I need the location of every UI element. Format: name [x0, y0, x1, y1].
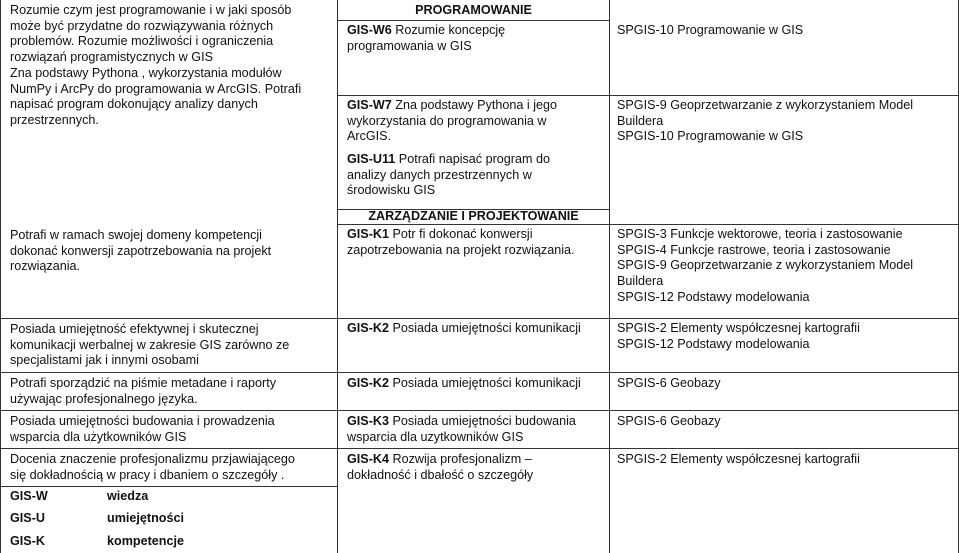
section-header-programowanie: PROGRAMOWANIE	[415, 3, 532, 17]
grid-line-col2-col3	[609, 0, 610, 553]
col1-outcome-5: Posiada umiejętności budowania i prowadzenia wsparcia dla użytkowników GIS	[10, 414, 275, 444]
col1-outcome-4: Potrafi sporządzić na piśmie metadane i raporty używając profesjonalnego języka.	[10, 376, 276, 406]
code-gis-w7: GIS-W7	[347, 98, 392, 112]
legend-label-w: wiedza	[107, 489, 149, 503]
col3-courses-4: SPGIS-2 Elementy współczesnej kartografii SPGIS-12 Podstawy modelowania	[617, 321, 860, 351]
code-gis-w6: GIS-W6	[347, 23, 392, 37]
legend-label-u: umiejętności	[107, 511, 184, 525]
effect-gis-k3: GIS-K3 Posiada umiejętności budowania wsparcia dla uzytkowników GIS	[347, 414, 576, 444]
effect-gis-w7: GIS-W7 Zna podstawy Pythona i jego wykorzystania do programowania w ArcGIS.	[347, 98, 558, 144]
grid-line-header	[337, 20, 609, 21]
section-header-zarzadzanie: ZARZĄDZANIE I PROJEKTOWANIE	[368, 209, 579, 223]
code-gis-k3: GIS-K3	[347, 414, 389, 428]
col1-outcome-3: Posiada umiejętność efektywnej i skutecznej komunikacji werbalnej w zakresie GIS zarówno ze specjalistami jak i innymi osobami	[10, 322, 290, 368]
code-gis-k2-a: GIS-K2	[347, 321, 389, 335]
grid-line-row6	[0, 410, 959, 411]
col3-courses-1: SPGIS-10 Programowanie w GIS	[617, 23, 804, 37]
col3-courses-5: SPGIS-6 Geobazy	[617, 376, 721, 390]
grid-line-row4	[0, 318, 959, 319]
effect-gis-k1: GIS-K1 Potr fi dokonać konwersji zapotrzebowania na projekt rozwiązania.	[347, 227, 575, 257]
grid-line-row7	[0, 448, 959, 449]
code-gis-u11: GIS-U11	[347, 152, 396, 166]
code-gis-k2-b: GIS-K2	[347, 376, 389, 390]
legend-code-u: GIS-U	[10, 511, 45, 525]
col3-courses-6: SPGIS-6 Geobazy	[617, 414, 721, 428]
grid-line-row5	[0, 372, 959, 373]
col1-outcome-2: Potrafi w ramach swojej domeny kompetencji dokonać konwersji zapotrzebowania na projekt rozwiązania.	[10, 228, 272, 274]
grid-line-row1	[337, 95, 959, 96]
legend-label-k: kompetencje	[107, 534, 184, 548]
code-gis-k4: GIS-K4	[347, 452, 389, 466]
legend-code-w: GIS-W	[10, 489, 48, 503]
col1-outcome-1: Rozumie czym jest programowanie i w jaki sposób może być przydatne do rozwiązywania różnych problemów. Rozumie możliwości i ograniczenia rozwiązań programistycznych w GIS Zna podstawy Pythona , wykorzystania modułów NumPy i ArcPy do programowania w ArcGIS. Potrafi napisać program dokonujący analizy danych przestrzennych.	[10, 3, 302, 127]
code-gis-k1: GIS-K1	[347, 227, 389, 241]
grid-line-left	[0, 0, 1, 553]
effect-gis-k4: GIS-K4 Rozwija profesjonalizm – dokładność i dbałość o szczegóły	[347, 452, 534, 482]
col3-courses-2: SPGIS-9 Geoprzetwarzanie z wykorzystaniem Model Buildera SPGIS-10 Programowanie w GIS	[617, 98, 914, 144]
effect-gis-u11: GIS-U11 Potrafi napisać program do analizy danych przestrzennych w środowisku GIS	[347, 152, 551, 198]
col3-courses-3: SPGIS-3 Funkcje wektorowe, teoria i zastosowanie SPGIS-4 Funkcje rastrowe, teoria i zastosowanie SPGIS-9 Geoprzetwarzanie z wykorzystaniem Model Buildera SPGIS-12 Podstawy modelowania	[617, 227, 914, 304]
effect-gis-k2-a: GIS-K2 Posiada umiejętności komunikacji	[347, 321, 581, 335]
grid-line-col1-col2	[337, 0, 338, 553]
effect-gis-w6: GIS-W6 Rozumie koncepcję programowania w GIS	[347, 23, 506, 53]
grid-line-legend	[0, 486, 337, 487]
col3-courses-7: SPGIS-2 Elementy współczesnej kartografii	[617, 452, 860, 466]
effect-gis-k2-b: GIS-K2 Posiada umiejętności komunikacji	[347, 376, 581, 390]
legend-code-k: GIS-K	[10, 534, 45, 548]
col1-outcome-6: Docenia znaczenie profesjonalizmu przjawiającego się dokładnością w pracy i dbaniem o szczegóły .	[10, 452, 295, 482]
